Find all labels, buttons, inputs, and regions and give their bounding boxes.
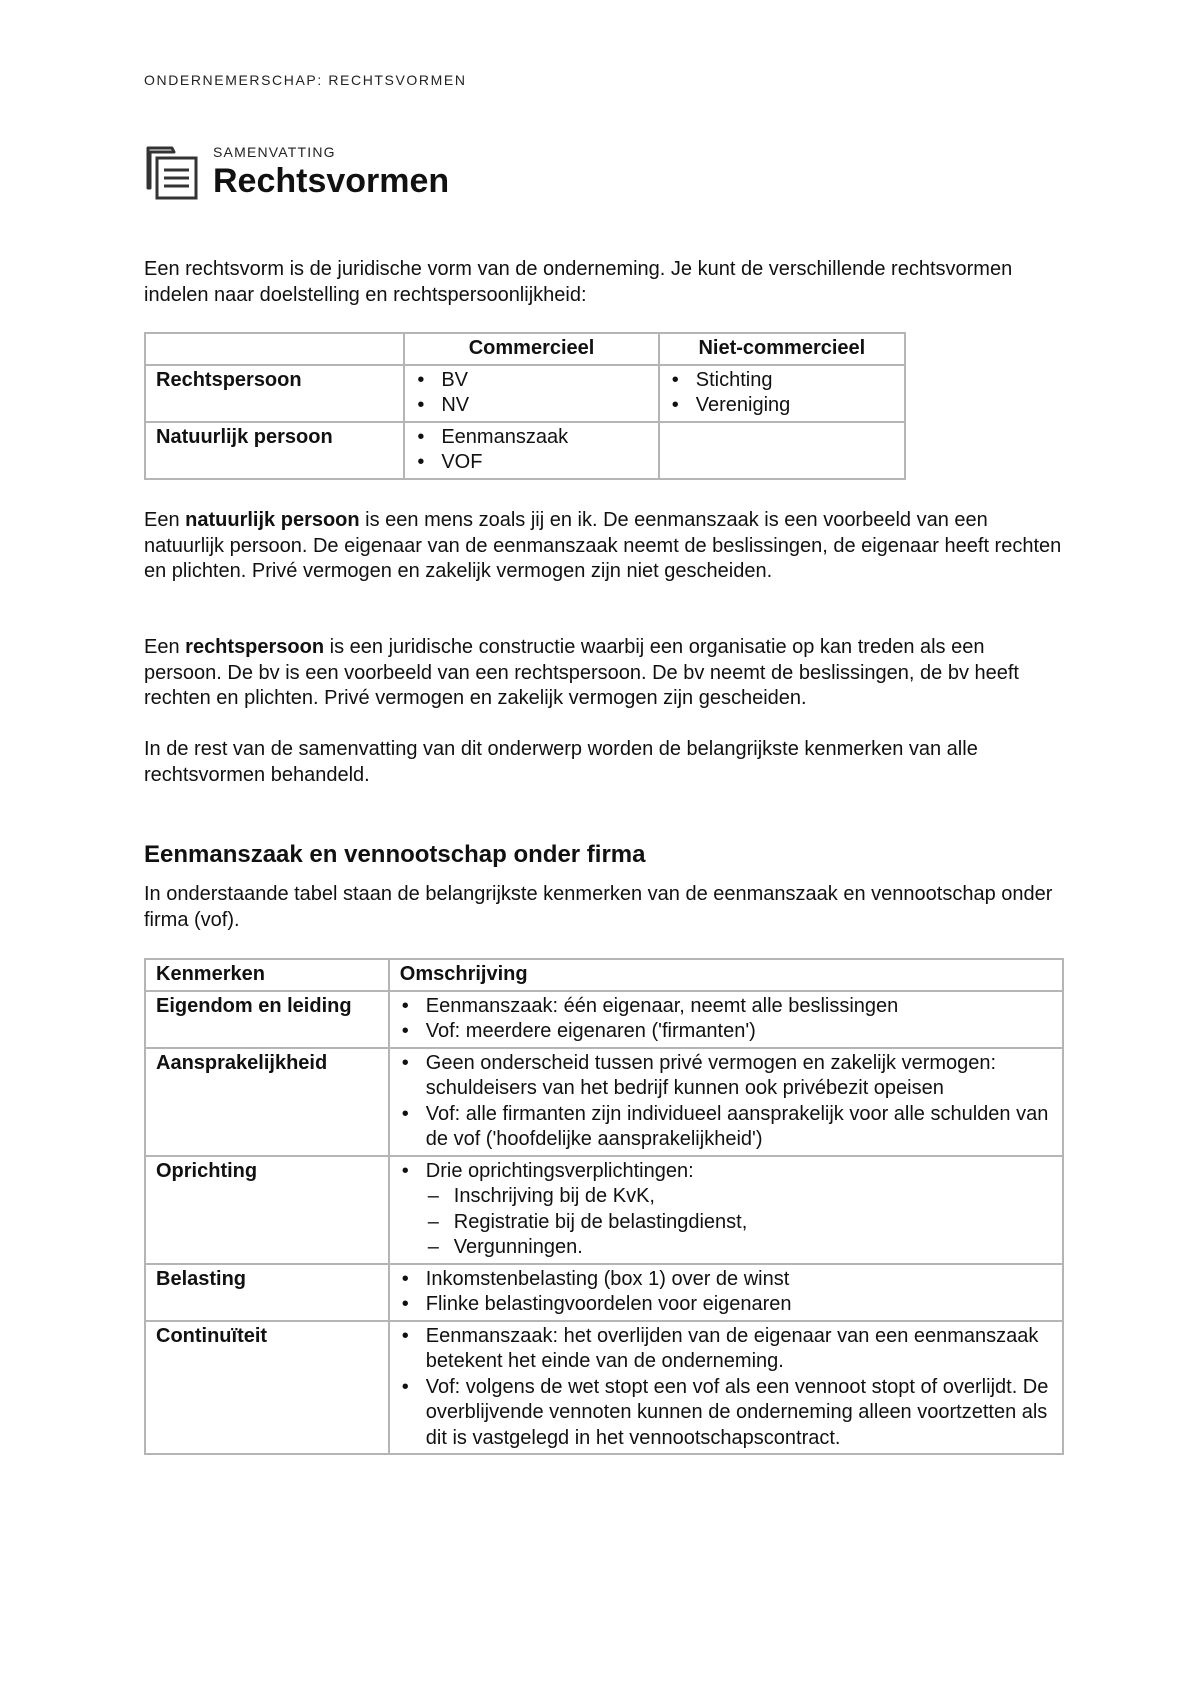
- list-item: • Vof: alle firmanten zijn individueel aansprakelijk voor alle schulden van de vof ('hoofdelijke aansprakelijkheid'): [400, 1102, 1052, 1153]
- sub-list-item: – Inschrijving bij de KvK,: [426, 1184, 1052, 1210]
- sub-list-item: – Registratie bij de belastingdienst,: [426, 1210, 1052, 1236]
- list-item-text: Drie oprichtingsverplichtingen:: [425, 1159, 694, 1182]
- table-row: [145, 1321, 1063, 1455]
- classification-table: [144, 332, 906, 480]
- row-label: Rechtspersoon: [145, 365, 404, 422]
- running-header: ONDERNEMERSCHAP: RECHTSVORMEN: [144, 72, 467, 88]
- paragraph-rechtspersoon: [144, 635, 1064, 712]
- table-header-cell: Commercieel: [404, 333, 658, 365]
- row-label: Aansprakelijkheid: [145, 1048, 389, 1156]
- section-heading: Eenmanszaak en vennootschap onder firma: [144, 841, 646, 868]
- text-run: is een mens zoals jij en ik. De eenmanszaak is een voorbeeld van een natuurlijk persoon. De eigenaar van de eenmanszaak neemt de beslissingen, de eigenaar heeft rechten en plichten. Privé vermogen en zakelijk vermogen zijn niet gescheiden.: [144, 509, 1062, 582]
- list-item: • Eenmanszaak: [415, 425, 647, 451]
- text-run: Een: [144, 509, 186, 531]
- section-intro: In onderstaande tabel staan de belangrijkste kenmerken van de eenmanszaak en vennootschap onder firma (vof).: [144, 883, 1053, 931]
- table-row: [145, 1264, 1063, 1321]
- list-item: • Inkomstenbelasting (box 1) over de winst: [400, 1267, 1052, 1293]
- table-header-cell: Omschrijving: [389, 959, 1063, 991]
- list-item: • Flinke belastingvoordelen voor eigenaren: [400, 1292, 1052, 1318]
- table-header-cell: Niet-commercieel: [659, 333, 905, 365]
- title-block: [144, 140, 844, 210]
- table-row: [145, 365, 905, 422]
- table-cell: [389, 1156, 1063, 1264]
- bold-term: rechtspersoon: [185, 636, 325, 658]
- table-cell: [659, 365, 905, 422]
- list-item: • Eenmanszaak: het overlijden van de eigenaar van een eenmanszaak betekent het einde van de onderneming.: [400, 1324, 1052, 1375]
- text-run: Een: [144, 636, 186, 658]
- row-label: Natuurlijk persoon: [145, 422, 404, 479]
- list-item: • Geen onderscheid tussen privé vermogen en zakelijk vermogen: schuldeisers van het bedrijf kunnen ook privébezit opeisen: [400, 1051, 1052, 1102]
- list-item: • Vof: volgens de wet stopt een vof als een vennoot stopt of overlijdt. De overblijvende vennoten kunnen de onderneming alleen voortzetten als dit is vastgelegd in het vennootschapscontract.: [400, 1375, 1052, 1452]
- list-item: • Stichting: [670, 368, 894, 394]
- list-item: • VOF: [415, 450, 647, 476]
- table-cell: [389, 991, 1063, 1048]
- features-table: [144, 958, 1064, 1455]
- table-header-row: [145, 333, 905, 365]
- table-cell: [404, 422, 658, 479]
- sub-list-item: – Vergunningen.: [426, 1235, 1052, 1261]
- text-run: is een juridische constructie waarbij een organisatie op kan treden als een persoon. De bv is een voorbeeld van een rechtspersoon. De bv neemt de beslissingen, de bv heeft rechten en plichten. Privé vermogen en zakelijk vermogen zijn gescheiden.: [144, 636, 1019, 709]
- row-label: Eigendom en leiding: [145, 991, 389, 1048]
- list-item: • Vereniging: [670, 393, 894, 419]
- list-item: • Eenmanszaak: één eigenaar, neemt alle beslissingen: [400, 994, 1052, 1020]
- list-item: • BV: [415, 368, 647, 394]
- table-header-row: [145, 959, 1063, 991]
- table-header-cell: [145, 333, 404, 365]
- paragraph-rest: In de rest van de samenvatting van dit onderwerp worden de belangrijkste kenmerken van alle rechtsvormen behandeld.: [144, 738, 978, 786]
- table-row: [145, 1048, 1063, 1156]
- document-icon: [144, 144, 200, 202]
- bold-term: natuurlijk persoon: [185, 509, 360, 531]
- table-cell: [389, 1264, 1063, 1321]
- row-label: Belasting: [145, 1264, 389, 1321]
- row-label: Continuïteit: [145, 1321, 389, 1455]
- table-row: [145, 991, 1063, 1048]
- table-row: [145, 422, 905, 479]
- table-header-cell: Kenmerken: [145, 959, 389, 991]
- row-label: Oprichting: [145, 1156, 389, 1264]
- list-item: [400, 1159, 1052, 1261]
- paragraph-natuurlijk-persoon: [144, 508, 1064, 585]
- table-row: [145, 1156, 1063, 1264]
- table-cell: [389, 1048, 1063, 1156]
- page-title: Rechtsvormen: [213, 162, 450, 200]
- table-cell-empty: [659, 422, 905, 479]
- section-kicker: SAMENVATTING: [213, 144, 336, 160]
- list-item: • Vof: meerdere eigenaren ('firmanten'): [400, 1019, 1052, 1045]
- table-cell: [389, 1321, 1063, 1455]
- intro-paragraph: Een rechtsvorm is de juridische vorm van de onderneming. Je kunt de verschillende rechtsvormen indelen naar doelstelling en rechtspersoonlijkheid:: [144, 258, 1013, 306]
- table-cell: [404, 365, 658, 422]
- list-item: • NV: [415, 393, 647, 419]
